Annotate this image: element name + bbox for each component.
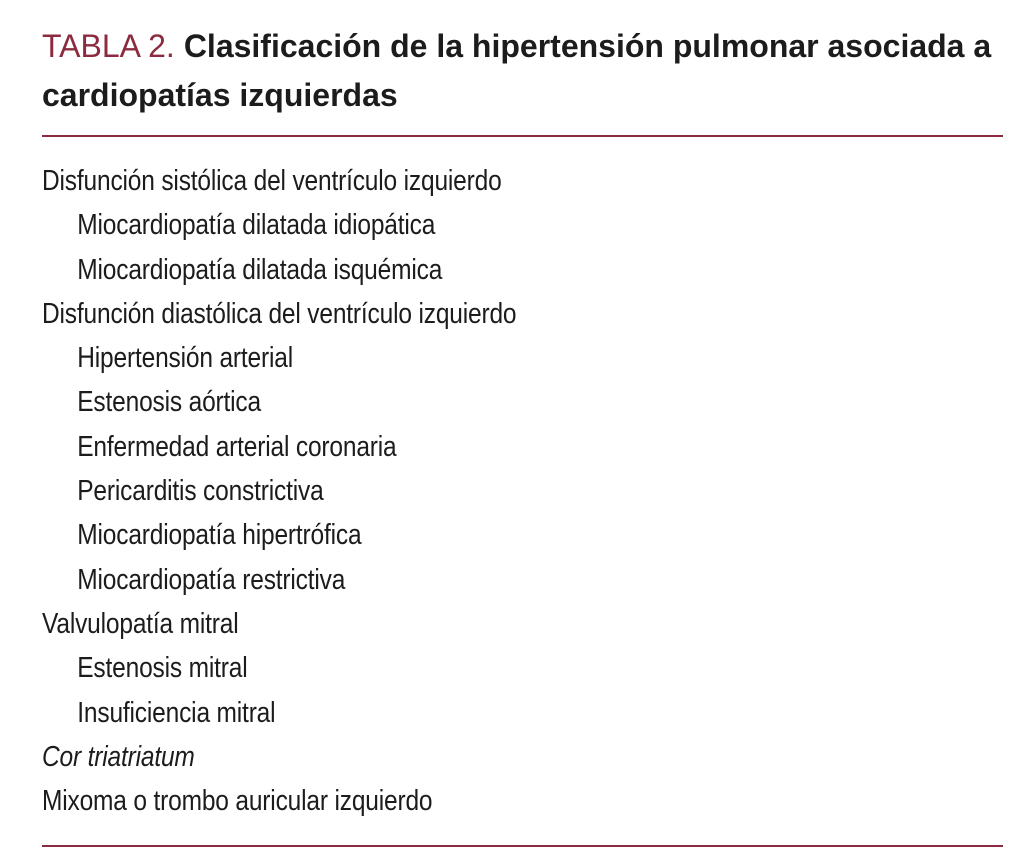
table-figure (42, 0, 1003, 847)
list-subitem: Insuficiencia mitral (77, 696, 276, 729)
list-item: Mixoma o trombo auricular izquierdo (42, 785, 433, 818)
table-label: TABLA 2. (42, 28, 175, 64)
list-item: Disfunción diastólica del ventrículo izquierdo (42, 297, 517, 330)
list-subitem: Estenosis aórtica (77, 386, 261, 419)
list-item: Cor triatriatum (42, 740, 195, 773)
list-item: Valvulopatía mitral (42, 607, 239, 640)
list-subitem: Estenosis mitral (77, 652, 248, 685)
list-subitem: Miocardiopatía dilatada isquémica (77, 253, 443, 286)
list-subitem: Pericarditis constrictiva (77, 475, 324, 508)
list-subitem: Miocardiopatía dilatada idiopática (77, 209, 436, 242)
list-subitem: Miocardiopatía hipertrófica (77, 519, 362, 552)
list-subitem: Enfermedad arterial coronaria (77, 430, 397, 463)
list-subitem: Hipertensión arterial (77, 342, 293, 375)
table-title: Clasificación de la hipertensión pulmonar asociada a cardiopatías izquierdas (42, 28, 992, 113)
list-subitem: Miocardiopatía restrictiva (77, 563, 346, 596)
table-caption (42, 0, 1003, 120)
classification-list (42, 137, 1003, 823)
list-item: Disfunción sistólica del ventrículo izquierdo (42, 165, 502, 197)
